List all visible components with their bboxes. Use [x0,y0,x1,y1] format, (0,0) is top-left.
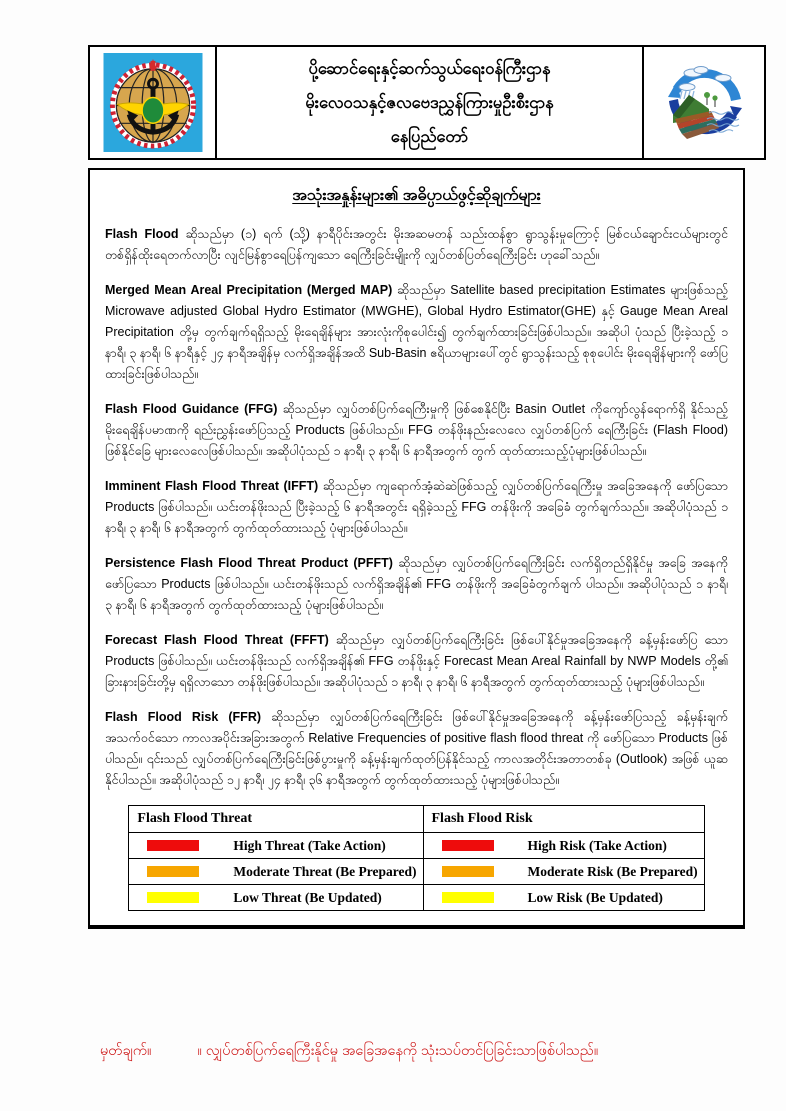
high-threat-cell [129,833,423,859]
remark-text: ။ လျှပ်တစ်ပြက်ရေကြီးနိုင်မှု အခြေအနေကို သုံးသပ်တင်ပြခြင်းသာဖြစ်ပါသည်။ [197,1043,599,1059]
moderate-threat-color-swatch [147,866,199,877]
risk-column-header: Flash Flood Risk [423,806,704,833]
high-threat-color-swatch [147,840,199,851]
paragraph-ffft [105,630,728,693]
definition-text: ဆိုသည်မှာ လျှပ်တစ်ပြက်ရေကြီးမှုကို ဖြစ်စေနိုင်ပြီး Basin Outlet ကိုကျော်လွန်ရောက်ရှိ နိုင်သည့် မိုးရေချိန်ပမာဏကို ရည်းညွှန်းဖော်ပြသည့် Products ဖြစ်ပါသည်။ FFG တန်ဖိုးနည်းလေလေ လျှပ်တစ်ပြက် ရေကြီးခြင်း (Flash Flood) ဖြစ်နိုင်ခြေ များလေလေဖြစ်ပါသည်။ အဆိုပါပုံသည် ၁ နာရီ၊ ၃ နာရီ၊ ၆ နာရီအတွက် တွက် ထုတ်ထားသည့်ပုံများဖြစ်ပါသည်။ [105,402,729,458]
header-table [88,45,766,160]
city-name: နေပြည်တော် [390,127,469,146]
paragraph-ffr [105,707,728,791]
moderate-risk-cell [423,859,704,885]
definition-text: ဆိုသည်မှာ လျှပ်တစ်ပြက်ရေကြီးခြင်း ဖြစ်ပေါ်နိုင်မှုအခြေအနေကို ခန့်မှန်းဖော်ပြသည့် ခန့်မှန်းချက် အသက်ဝင်သော ကာလအပိုင်းအခြားအတွက် Relative Frequencies of positive flash flood threat ကို ဖော်ပြသော Products ဖြစ်ပါသည်။ ၎င်းသည် လျှပ်တစ်ပြက်ရေကြီးခြင်းဖြစ်ပွားမှုကို ခန့်မှန်းချက်ထုတ်ပြန်နိုင်သည့် ကာလအတိုင်းအတာတစ်ခု (Outlook) အဖြစ် ယူဆနိုင်ပါသည်။ အဆိုပါပုံသည် ၁၂ နာရီ၊ ၂၄ နာရီ၊ ၃၆ နာရီအတွက် တွက်ထုတ်ထားသည့် ပုံများဖြစ်ပါသည်။ [105,710,728,787]
ministry-name: ပို့ဆောင်ရေးနှင့်ဆက်သွယ်ရေးဝန်ကြီးဌာန [308,59,551,78]
moderate-threat-label: Moderate Threat (Be Prepared) [233,863,417,879]
definition-text: ဆိုသည်မှာ ကျရောက်အံ့ဆဲဆဲဖြစ်သည့် လျှပ်တစ်ပြက်ရေကြီးမှု အခြေအနေကို ဖော်ပြသော Products ဖြစ်ပါသည်။ ယင်းတန်ဖိုးသည် ပြီးခဲ့သည့် ၆ နာရီအတွင်း ရရှိခဲ့သည့် FFG တန်ဖိုးကို အခြေခံ တွက်ချက်သည်။ အဆိုပါပုံသည် ၁ နာရီ၊ ၃ နာရီ၊ ၆ နာရီအတွက် တွက်ထုတ်ထားသည့် ပုံများဖြစ်ပါသည်။ [105,479,728,535]
high-threat-label: High Threat (Take Action) [233,837,386,853]
term-ifft: Imminent Flash Flood Threat (IFFT) [105,479,319,493]
motc-emblem-icon [103,53,203,152]
definition-text: ဆိုသည်မှာ (၁) ရက် (သို့) နာရီပိုင်းအတွင်း မိုးအဆမတန် သည်းထန်စွာ ရွာသွန်းမှုကြောင့် မြစ်ငယ်ချောင်းငယ်များတွင် တစ်ရှိန်ထိုးရေတက်လာပြီး လျင်မြန်စွာရေပြန်ကျသော ရေကြီးခြင်းမျိုးကို လျှပ်တစ်ပြတ်ရေကြီးခြင်း ဟုခေါ်သည်။ [105,227,728,262]
term-ffft: Forecast Flash Flood Threat (FFFT) [105,633,329,647]
paragraph-flash-flood [105,224,728,266]
dmh-logo [642,47,764,158]
low-threat-color-swatch [147,892,199,903]
table-row-low [129,885,704,911]
low-threat-label: Low Threat (Be Updated) [233,889,382,905]
definition-text: ဆိုသည်မှာ Satellite based precipitation Estimates များဖြစ်သည့် Microwave adjusted Global Hydro Estimator (MWGHE), Global Hydro Estimator(GHE) နှင့် Gauge Mean Areal Precipitation တို့မှ တွက်ချက်ရရှိသည့် မိုးရေချိန်များ အားလုံးကိုစုပေါင်း၍ တွက်ချက်ထားခြင်းဖြစ်ပါသည်။ အဆိုပါ ပုံသည် ပြီးခဲ့သည့် ၁ နာရီ၊ ၃ နာရီ၊ ၆ နာရီနှင့် ၂၄ နာရီအချိန်မှ လက်ရှိအချိန်အထိ Sub-Basin ဧရိယာများပေါ်တွင် ရွာသွန်းသည့် စုစုပေါင်း မိုးရေချိန်များကို ဖော်ပြထားခြင်းဖြစ်ပါသည်။ [105,283,728,381]
table-row-high [129,833,704,859]
term-ffr: Flash Flood Risk (FFR) [105,710,262,724]
remark-note [100,1042,598,1063]
high-risk-label: High Risk (Take Action) [527,837,667,853]
ministry-name-block [217,47,642,158]
low-risk-label: Low Risk (Be Updated) [527,889,663,905]
paragraph-merged-map [105,280,728,385]
dmh-water-cycle-icon [648,53,760,153]
term-pfft: Persistence Flash Flood Threat Product (PFFT) [105,556,393,570]
low-risk-cell [423,885,704,911]
term-merged-map: Merged Mean Areal Precipitation (Merged MAP) [105,283,393,297]
definition-text: ဆိုသည်မှာ လျှပ်တစ်ပြက်ရေကြီးခြင်း လက်ရှိတည်ရှိနိုင်မှု အခြေ အနေကို ဖော်ပြသော Products ဖြစ်ပါသည်။ ယင်းတန်ဖိုးသည် လက်ရှိအချိန်၏ FFG တန်ဖိုးကို အခြေခံတွက်ချက် ပါသည်။ အဆိုပါပုံသည် ၁ နာရီ၊ ၃ နာရီ၊ ၆ နာရီအတွက် တွက်ထုတ်ထားသည့် ပုံများဖြစ်ပါသည်။ [105,556,728,612]
table-row-moderate [129,859,704,885]
definitions-box [88,168,745,929]
high-risk-cell [423,833,704,859]
paragraph-ifft [105,476,728,539]
page-title: အသုံးအနှုန်းများ၏ အဓိပ္ပာယ်ဖွင့်ဆိုချက်များ [292,187,541,204]
paragraph-pfft [105,553,728,616]
paragraph-ffg [105,399,728,462]
definition-text: ဆိုသည်မှာ လျှပ်တစ်ပြက်ရေကြီးခြင်း ဖြစ်ပေါ်နိုင်မှုအခြေအနေကို ခန့်မှန်းဖော်ပြ သော Products ဖြစ်ပါသည်။ ယင်းတန်ဖိုးသည် လက်ရှိအချိန်၏ FFG တန်ဖိုးနှင့် Forecast Mean Areal Rainfall by NWP Models တို့၏ ခြားနားခြင်းတို့မှ ရရှိလာသော တန်ဖိုးဖြစ်ပါသည်။ အဆိုပါပုံသည် ၁ နာရီ၊ ၃ နာရီ၊ ၆ နာရီအတွက် တွက်ထုတ်ထားသည့် ပုံများဖြစ်ပါသည်။ [105,633,728,689]
threat-risk-table [128,805,704,911]
remark-label: မှတ်ချက်။ [100,1043,152,1059]
low-threat-cell [129,885,423,911]
term-ffg: Flash Flood Guidance (FFG) [105,402,278,416]
motc-emblem-logo [90,47,217,158]
moderate-threat-cell [129,859,423,885]
department-name: မိုးလေဝသနှင့်ဇလဗေဒညွှန်ကြားမှုဦးစီးဌာန [305,93,554,112]
moderate-risk-color-swatch [442,866,494,877]
high-risk-color-swatch [442,840,494,851]
moderate-risk-label: Moderate Risk (Be Prepared) [527,863,698,879]
table-header-row [129,806,704,833]
low-risk-color-swatch [442,892,494,903]
threat-column-header: Flash Flood Threat [129,806,423,833]
term-flash-flood: Flash Flood [105,227,179,241]
